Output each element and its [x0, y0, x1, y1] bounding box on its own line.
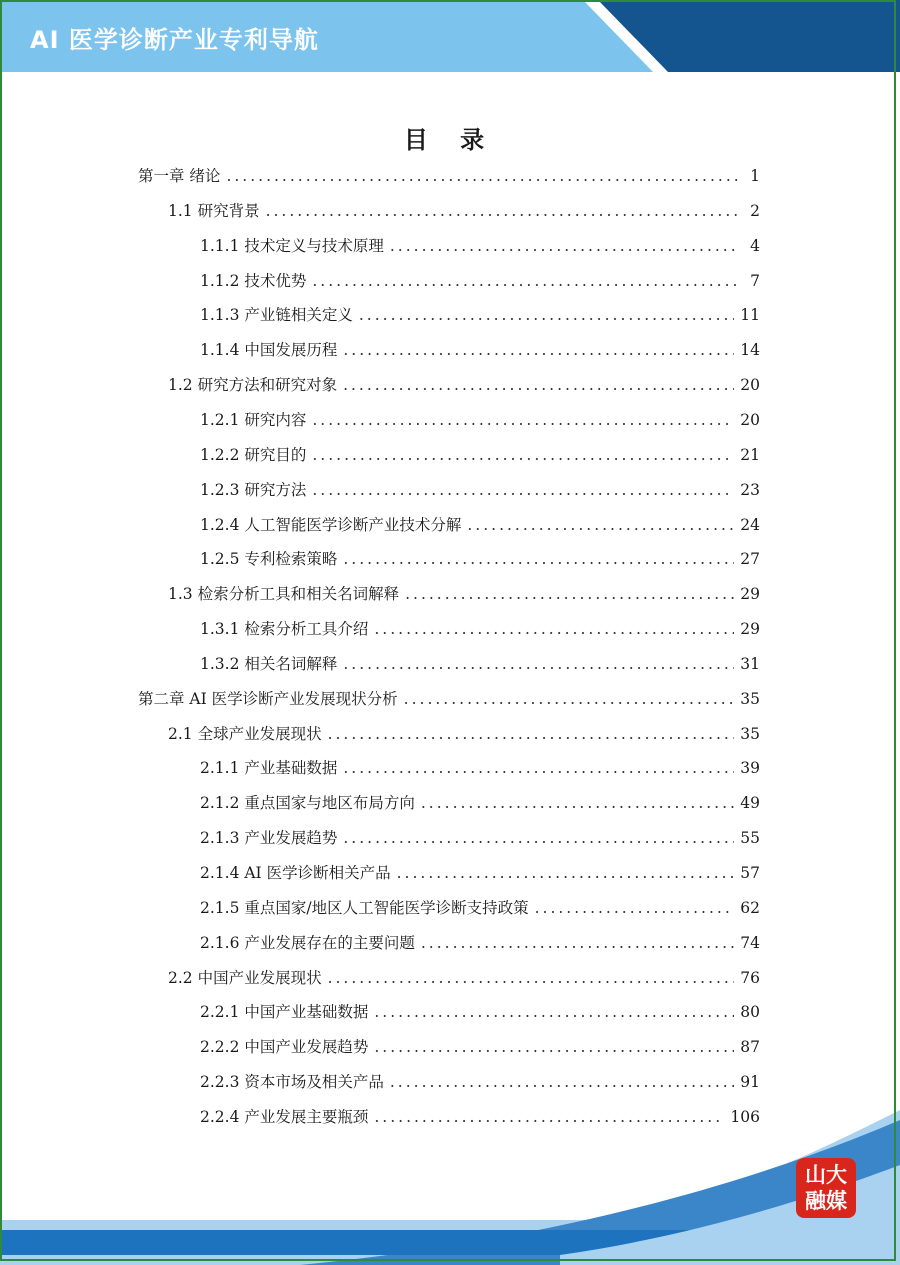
toc-leader-dots [312, 445, 734, 465]
toc-entry-page: 1 [750, 167, 760, 185]
toc-entry-page: 4 [750, 236, 760, 255]
toc-leader-dots [390, 236, 738, 256]
toc-leader-dots [374, 1002, 734, 1022]
toc-leader-dots [343, 758, 734, 778]
toc-entry-page: 21 [740, 445, 760, 464]
toc-entry[interactable] [200, 1037, 760, 1057]
toc-entry[interactable] [168, 375, 760, 395]
media-logo [796, 1158, 856, 1218]
toc-entry-label: 2.2.2 中国产业发展趋势 [200, 1038, 369, 1057]
toc-leader-dots [405, 584, 734, 604]
toc-entry-label: 第一章 绪论 [138, 167, 221, 185]
toc-entry-label: 2.2.3 资本市场及相关产品 [200, 1073, 384, 1092]
toc-entry-label: 2.1.3 产业发展趋势 [200, 829, 338, 848]
toc-entry-page: 20 [740, 376, 760, 395]
toc-leader-dots [312, 271, 738, 291]
toc-leader-dots [328, 724, 735, 744]
toc-entry-page: 106 [730, 1107, 760, 1126]
toc-entry-page: 31 [740, 654, 760, 673]
toc-entry[interactable] [200, 1002, 760, 1022]
toc-leader-dots [343, 654, 734, 674]
toc-leader-dots [343, 375, 734, 395]
toc-entry-page: 35 [740, 689, 760, 708]
toc-entry-label: 1.1 研究背景 [168, 201, 260, 220]
toc-entry-page: 62 [740, 898, 760, 917]
toc-leader-dots [359, 305, 734, 325]
toc-entry-label: 2.1.1 产业基础数据 [200, 759, 338, 778]
toc-entry[interactable] [200, 863, 760, 883]
toc-entry-page: 87 [740, 1038, 760, 1057]
toc-entry-page: 2 [750, 201, 760, 220]
toc-entry[interactable] [168, 724, 760, 744]
toc-entry-page: 20 [740, 410, 760, 429]
toc-entry[interactable] [200, 271, 760, 291]
toc-entry-label: 2.1.4 AI 医学诊断相关产品 [200, 864, 391, 882]
toc-leader-dots [374, 619, 734, 639]
toc-entry[interactable] [168, 201, 760, 221]
toc-entry-label: 1.2.3 研究方法 [200, 480, 307, 499]
toc-entry-page: 76 [740, 968, 760, 987]
toc-entry-label: 2.1.2 重点国家与地区布局方向 [200, 794, 415, 813]
toc-entry-label: 1.1.3 产业链相关定义 [200, 306, 353, 325]
toc-entry-label: 2.1.6 产业发展存在的主要问题 [200, 933, 415, 952]
toc-entry-label: 2.1.5 重点国家/地区人工智能医学诊断支持政策 [200, 898, 529, 917]
toc-entry[interactable] [200, 933, 760, 953]
toc-entry-page: 49 [740, 794, 760, 813]
toc-entry-page: 11 [740, 306, 760, 325]
toc-leader-dots [226, 166, 738, 186]
toc-entry-label: 1.3 检索分析工具和相关名词解释 [168, 585, 400, 604]
toc-entry-page: 39 [740, 759, 760, 778]
toc-entry-page: 57 [740, 864, 760, 882]
toc-leader-dots [343, 828, 734, 848]
toc-entry-label: 2.2 中国产业发展现状 [168, 968, 322, 987]
toc-entry-label: 1.1.1 技术定义与技术原理 [200, 236, 384, 255]
toc-entry-label: 1.2.4 人工智能医学诊断产业技术分解 [200, 515, 462, 534]
toc-leader-dots [421, 793, 734, 813]
toc-entry[interactable] [138, 166, 760, 186]
logo-line-2: 融媒 [805, 1189, 847, 1213]
toc-entry[interactable] [200, 305, 760, 325]
toc-entry-page: 27 [740, 550, 760, 569]
toc-entry-label: 1.2.5 专利检索策略 [200, 550, 338, 569]
toc-entry[interactable] [200, 654, 760, 674]
toc-entry-label: 1.2 研究方法和研究对象 [168, 376, 338, 395]
toc-entry[interactable] [200, 758, 760, 778]
toc-entry-label: 1.1.2 技术优势 [200, 271, 307, 290]
toc-entry-label: 1.3.1 检索分析工具介绍 [200, 620, 369, 639]
toc-entry-label: 1.3.2 相关名词解释 [200, 654, 338, 673]
toc-entry[interactable] [200, 445, 760, 465]
toc-entry[interactable] [200, 236, 760, 256]
toc-leader-dots [421, 933, 734, 953]
toc-entry-page: 23 [740, 480, 760, 499]
toc-entry[interactable] [168, 584, 760, 604]
toc-leader-dots [266, 201, 738, 221]
toc-entry-page: 80 [740, 1003, 760, 1022]
toc-entry-label: 1.1.4 中国发展历程 [200, 341, 338, 360]
toc-entry[interactable] [200, 340, 760, 360]
header-title: AI 医学诊断产业专利导航 [30, 26, 319, 54]
toc-entry-label: 2.2.1 中国产业基础数据 [200, 1003, 369, 1022]
toc-leader-dots [343, 549, 734, 569]
logo-line-1: 山大 [805, 1163, 847, 1187]
toc-entry-page: 55 [740, 829, 760, 848]
toc-leader-dots [328, 968, 735, 988]
toc-entry-page: 14 [740, 341, 760, 360]
toc-leader-dots [467, 515, 734, 535]
page-header [0, 0, 900, 72]
toc-entry-label: 1.2.1 研究内容 [200, 410, 307, 429]
toc-entry-page: 7 [750, 271, 760, 290]
toc-entry-page: 74 [740, 933, 760, 952]
toc-leader-dots [312, 410, 734, 430]
toc-entry[interactable] [200, 515, 760, 535]
footer-decoration [0, 1090, 900, 1265]
toc-entry[interactable] [200, 549, 760, 569]
toc-entry-label: 2.1 全球产业发展现状 [168, 724, 322, 743]
toc-entry[interactable] [200, 898, 760, 918]
toc-leader-dots [535, 898, 735, 918]
toc-entry-page: 35 [740, 724, 760, 743]
toc-entry[interactable] [200, 619, 760, 639]
toc-entry-page: 29 [740, 585, 760, 604]
toc-entry[interactable] [200, 410, 760, 430]
toc-entry-page: 29 [740, 620, 760, 639]
toc-leader-dots [343, 340, 734, 360]
toc-leader-dots [397, 863, 735, 883]
toc-entry-label: 第二章 AI 医学诊断产业发展现状分析 [138, 689, 398, 708]
toc-entry[interactable] [168, 968, 760, 988]
toc-entry[interactable] [200, 793, 760, 813]
toc-entry-page: 24 [740, 515, 760, 534]
toc-entry-label: 1.2.2 研究目的 [200, 445, 307, 464]
toc-entry-label: 2.2.4 产业发展主要瓶颈 [200, 1107, 369, 1126]
toc-leader-dots [374, 1037, 734, 1057]
toc-entry-page: 91 [740, 1073, 760, 1092]
toc-leader-dots [404, 689, 735, 709]
toc-title: 目 录 [403, 125, 497, 154]
toc-entry[interactable] [138, 689, 760, 709]
toc-leader-dots [312, 480, 734, 500]
toc-entry[interactable] [200, 828, 760, 848]
toc-entry[interactable] [200, 480, 760, 500]
